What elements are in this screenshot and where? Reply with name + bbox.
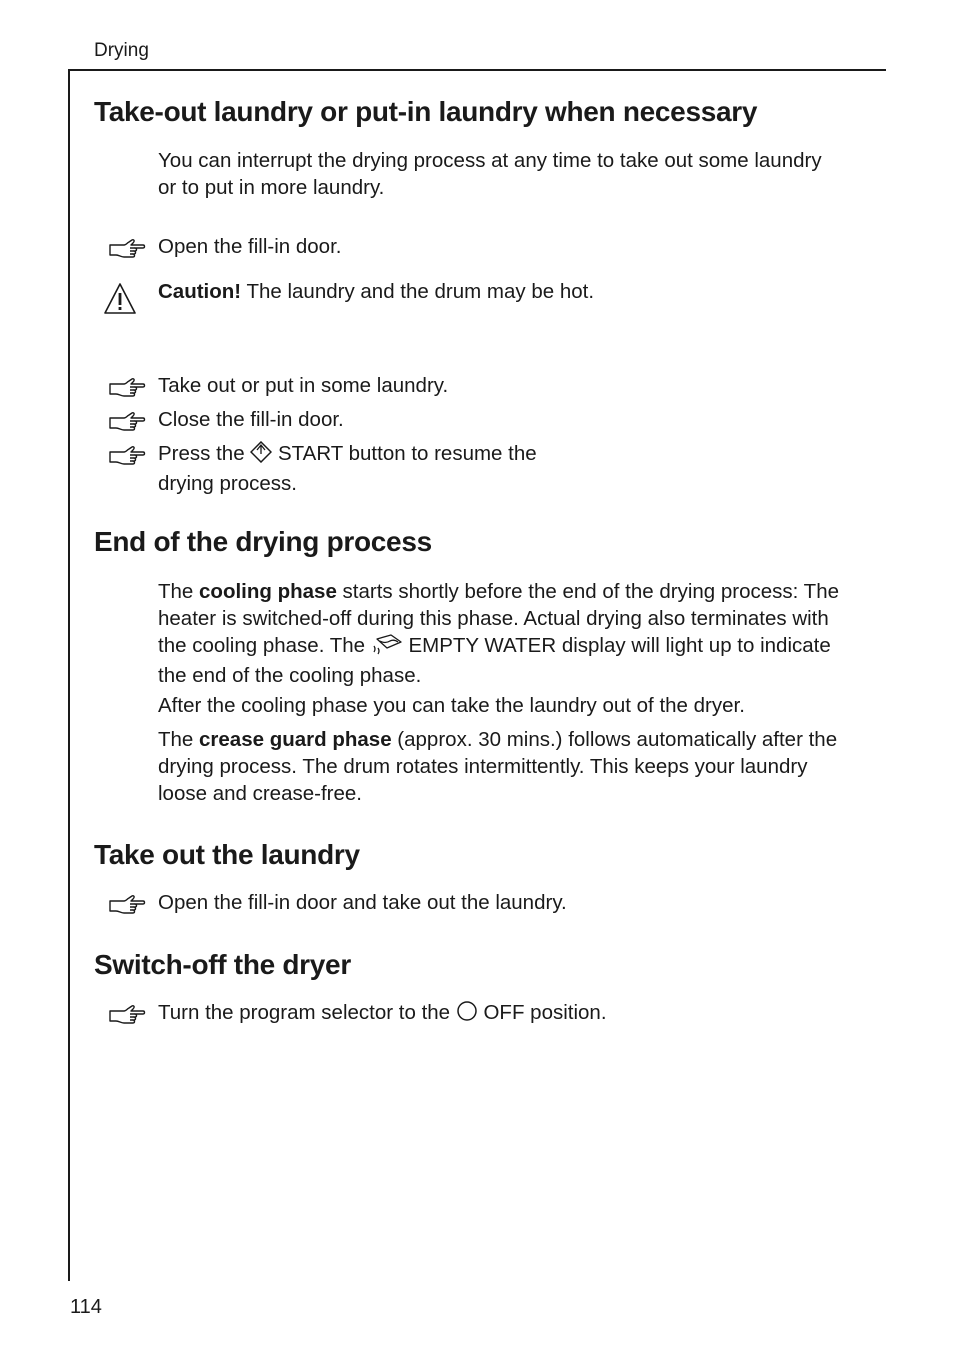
turn-selector-pre: Turn the program selector to the bbox=[158, 1001, 456, 1024]
pointing-hand-icon bbox=[108, 410, 146, 432]
cooling-phase-paragraph bbox=[158, 578, 858, 689]
cooling-phase-term: cooling phase bbox=[199, 580, 337, 603]
crease-guard-term: crease guard phase bbox=[199, 728, 392, 751]
step-turn-selector-off bbox=[158, 999, 607, 1029]
step-open-door: Open the fill-in door. bbox=[158, 235, 342, 258]
step-open-and-take-out: Open the fill-in door and take out the laundry. bbox=[158, 891, 567, 914]
pointing-hand-icon bbox=[108, 376, 146, 398]
pointing-hand-icon bbox=[108, 1003, 146, 1025]
pointing-hand-icon bbox=[108, 237, 146, 259]
empty-water-icon bbox=[371, 633, 403, 662]
crease-b: (approx. 30 mins.) follows automatically after the drying process. The drum rotates intermittently. This keeps your laundry loose and crease-free. bbox=[158, 728, 838, 805]
section-title-take-out: Take out the laundry bbox=[94, 839, 360, 870]
turn-selector-post: OFF position. bbox=[477, 1001, 607, 1024]
start-diamond-icon bbox=[250, 441, 272, 470]
page-number: 114 bbox=[70, 1296, 102, 1318]
section-title-end-of-drying: End of the drying process bbox=[94, 526, 432, 557]
header-rule bbox=[68, 69, 886, 71]
after-cooling-paragraph: After the cooling phase you can take the laundry out of the dryer. bbox=[158, 694, 745, 717]
crease-guard-paragraph bbox=[158, 726, 858, 807]
pointing-hand-icon bbox=[108, 444, 146, 466]
crease-a: The bbox=[158, 728, 200, 751]
step-take-out-put-in: Take out or put in some laundry. bbox=[158, 374, 449, 397]
cooling-c: EMPTY WATER display will light up to indicate the end of the cooling phase. bbox=[158, 634, 831, 687]
warning-triangle-icon bbox=[103, 282, 137, 316]
cooling-b: starts shortly before the end of the drying process: The heater is switched-off during this phase. Actual drying also terminates with the cooling phase. The bbox=[158, 580, 839, 657]
step-close-door: Close the fill-in door. bbox=[158, 408, 344, 431]
caution-label: Caution! bbox=[158, 280, 242, 303]
section-title-takeout-putin: Take-out laundry or put-in laundry when necessary bbox=[94, 96, 758, 127]
caution-text: The laundry and the drum may be hot. bbox=[241, 280, 595, 303]
takeout-intro: You can interrupt the drying process at any time to take out some laundry or to put in more laundry. bbox=[158, 149, 822, 199]
off-circle-icon bbox=[456, 1000, 478, 1029]
margin-rule bbox=[68, 69, 70, 1281]
caution-note bbox=[158, 278, 598, 305]
cooling-a: The bbox=[158, 580, 200, 603]
section-title-switch-off: Switch-off the dryer bbox=[94, 949, 351, 980]
running-header: Drying bbox=[94, 40, 149, 61]
step-press-start-post: START button to resume the drying process. bbox=[158, 442, 537, 495]
step-press-start bbox=[158, 440, 578, 497]
pointing-hand-icon bbox=[108, 893, 146, 915]
step-press-start-pre: Press the bbox=[158, 442, 251, 465]
